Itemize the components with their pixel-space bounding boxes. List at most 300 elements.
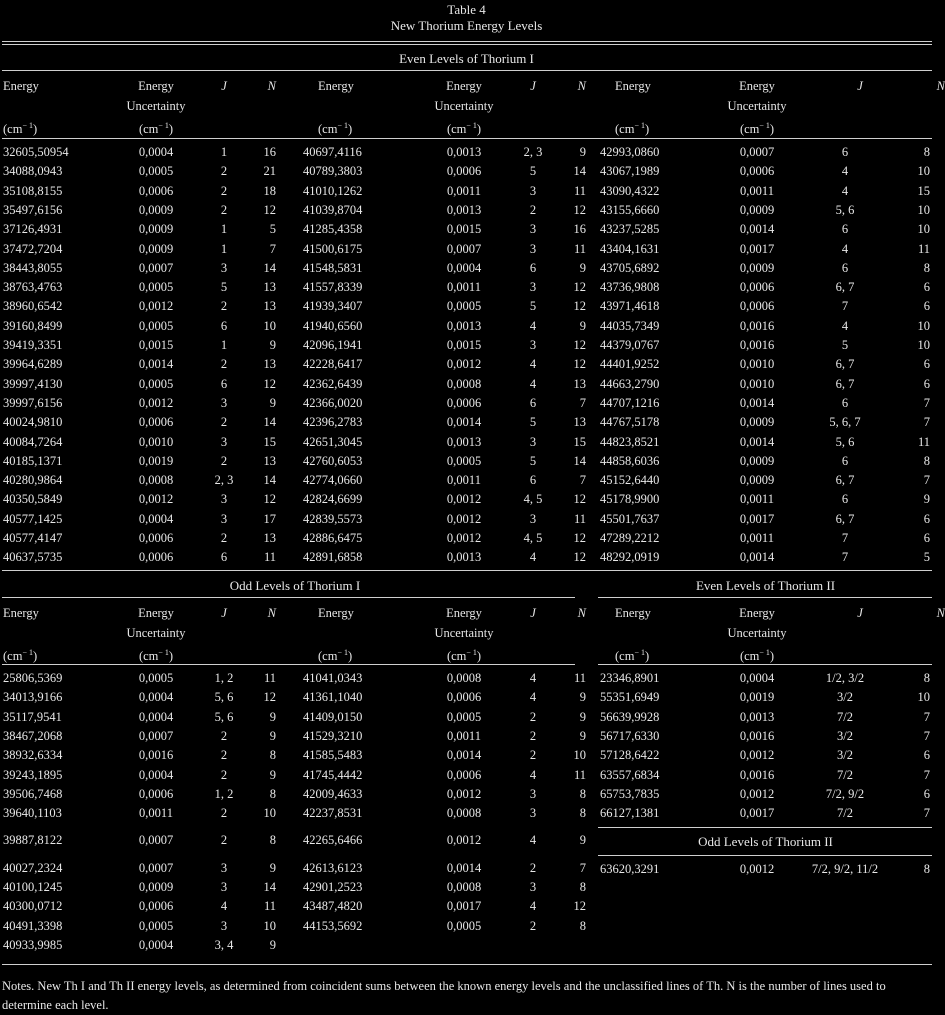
energy-value: 41500,6175 <box>303 241 363 256</box>
section-rule <box>2 70 932 71</box>
j-value: 1 <box>220 145 228 159</box>
header-j: J <box>530 606 536 620</box>
energy-value: 44379,0767 <box>600 338 660 352</box>
n-value: 10 <box>917 222 930 237</box>
j-value: 5 <box>841 338 849 352</box>
table-row <box>303 201 588 220</box>
table-row <box>600 317 932 336</box>
n-value: 14 <box>573 453 586 468</box>
j-value: 7/2 <box>837 767 853 782</box>
header-n: N <box>936 606 945 620</box>
n-value: 16 <box>263 145 276 159</box>
header-j: J <box>221 606 227 620</box>
uncertainty-value: 0,0005 <box>446 709 482 724</box>
section-rule <box>598 597 932 598</box>
header-j: J <box>530 79 536 93</box>
energy-value: 41529,3210 <box>303 728 363 743</box>
table-row <box>600 162 932 181</box>
uncertainty-value: 0,0013 <box>446 145 482 159</box>
table-row <box>600 766 932 785</box>
energy-value: 41548,5831 <box>303 260 363 275</box>
uncertainty-value: 0,0014 <box>739 222 775 237</box>
table-row <box>303 143 588 162</box>
table-row <box>303 490 588 509</box>
table-row <box>303 433 588 452</box>
header-n: N <box>577 79 586 93</box>
header-uncertainty-2: Uncertainty <box>126 99 186 113</box>
energy-value: 44401,9252 <box>600 357 660 372</box>
n-value: 11 <box>573 511 586 526</box>
header-uncertainty-2: Uncertainty <box>727 99 787 113</box>
table-row <box>600 182 932 201</box>
header-uncertainty-unit: $(cm^{- 1})$ <box>138 648 174 664</box>
header-energy: Energy <box>3 79 39 93</box>
uncertainty-value: 0,0009 <box>739 415 775 430</box>
uncertainty-value: 0,0005 <box>446 453 482 468</box>
section-title-odd-th1: Odd Levels of Thorium I <box>229 578 361 593</box>
n-value: 12 <box>263 376 276 391</box>
header-uncertainty: Energy <box>446 606 482 620</box>
energy-value: 35117,9541 <box>3 709 62 724</box>
uncertainty-value: 0,0016 <box>739 318 775 333</box>
n-value: 9 <box>269 395 276 410</box>
uncertainty-value: 0,0005 <box>138 671 174 685</box>
table-row <box>600 240 932 259</box>
header-energy: Energy <box>318 606 354 620</box>
n-value: 13 <box>573 415 586 430</box>
energy-value: 39997,6156 <box>3 395 63 410</box>
j-value: 2 <box>529 748 537 763</box>
table-row <box>3 917 278 936</box>
table-row <box>600 529 932 548</box>
j-value: 6 <box>841 145 849 159</box>
energy-value: 55351,6949 <box>600 690 660 705</box>
uncertainty-value: 0,0012 <box>446 492 482 507</box>
uncertainty-value: 0,0004 <box>138 690 174 705</box>
n-value: 12 <box>573 299 586 314</box>
table-row <box>303 259 588 278</box>
table-row <box>3 510 278 529</box>
j-value: 2 <box>220 415 228 430</box>
n-value: 10 <box>263 318 276 333</box>
table-row <box>303 240 588 259</box>
table-row <box>3 804 278 823</box>
n-value: 10 <box>917 338 930 352</box>
j-value: 7 <box>841 299 849 314</box>
top-rule <box>2 41 932 42</box>
table-row <box>303 355 588 374</box>
n-value: 7 <box>923 395 930 410</box>
energy-value: 40577,1425 <box>3 511 63 526</box>
section-rule <box>598 855 932 856</box>
j-value: 2 <box>220 728 228 743</box>
table-row <box>3 471 278 490</box>
j-value: 4 <box>529 833 537 848</box>
n-value: 15 <box>573 434 586 449</box>
table-row <box>600 297 932 316</box>
section-title-even-th2: Even Levels of Thorium II <box>695 578 836 593</box>
header-j: J <box>221 79 227 93</box>
n-value: 12 <box>573 899 586 914</box>
n-value: 6 <box>923 786 930 801</box>
j-value: 2 <box>220 183 228 198</box>
energy-value: 40280,9864 <box>3 473 63 488</box>
table-caption: New Thorium Energy Levels <box>390 18 543 33</box>
uncertainty-value: 0,0007 <box>739 145 775 159</box>
uncertainty-value: 0,0008 <box>446 880 482 894</box>
energy-value: 41361,1040 <box>303 690 363 705</box>
header-uncertainty-unit: $(cm^{- 1})$ <box>138 121 174 137</box>
energy-value: 32605,50954 <box>3 145 69 159</box>
uncertainty-value: 0,0014 <box>446 415 482 430</box>
energy-value: 42839,5573 <box>303 511 363 526</box>
uncertainty-value: 0,0011 <box>740 531 774 545</box>
uncertainty-value: 0,0006 <box>446 690 482 705</box>
j-value: 3 <box>529 806 537 821</box>
energy-value: 40100,1245 <box>3 880 63 894</box>
energy-value: 38932,6334 <box>3 748 63 763</box>
n-value: 8 <box>269 786 276 801</box>
header-energy-unit: $(cm^{- 1})$ <box>318 648 353 664</box>
uncertainty-value: 0,0014 <box>739 395 775 410</box>
table-row <box>3 259 278 278</box>
n-value: 7 <box>269 241 276 256</box>
table-row <box>3 897 278 916</box>
n-value: 7 <box>579 860 586 875</box>
j-value: 4 <box>529 899 537 914</box>
table-row <box>3 240 278 259</box>
uncertainty-value: 0,0006 <box>138 786 174 801</box>
header-uncertainty-2: Uncertainty <box>126 626 186 640</box>
uncertainty-value: 0,0010 <box>138 434 174 449</box>
n-value: 12 <box>573 338 586 352</box>
energy-value: 43487,4820 <box>303 899 363 914</box>
j-value: 5 <box>529 164 537 179</box>
uncertainty-value: 0,0011 <box>447 473 481 488</box>
uncertainty-value: 0,0006 <box>739 164 775 179</box>
table-row <box>3 708 278 727</box>
j-value: 3 <box>220 260 228 275</box>
table-row <box>303 471 588 490</box>
j-value: 3 <box>529 880 537 894</box>
n-value: 9 <box>579 318 586 333</box>
table-row <box>3 201 278 220</box>
table-row <box>303 375 588 394</box>
energy-value: 40024,9810 <box>3 415 63 430</box>
j-value: 3 <box>220 918 228 933</box>
j-value: 6 <box>841 453 849 468</box>
top-rule-2 <box>2 44 932 45</box>
j-value: 6 <box>841 222 849 237</box>
j-value: 2 <box>529 860 537 875</box>
uncertainty-value: 0,0009 <box>739 260 775 275</box>
header-uncertainty: Energy <box>446 79 482 93</box>
uncertainty-value: 0,0019 <box>138 453 174 468</box>
n-value: 8 <box>923 145 930 159</box>
n-value: 14 <box>263 415 276 430</box>
table-row <box>303 804 588 823</box>
j-value: 6, 7 <box>835 376 855 391</box>
energy-value: 40350,5849 <box>3 492 63 507</box>
n-value: 9 <box>269 937 276 952</box>
j-value: 4 <box>529 671 537 685</box>
table-row <box>303 708 588 727</box>
j-value: 2 <box>220 531 228 545</box>
table-row <box>600 669 932 688</box>
table-row <box>303 220 588 239</box>
energy-value: 66127,1381 <box>600 806 660 821</box>
j-value: 6 <box>841 395 849 410</box>
n-value: 17 <box>263 511 276 526</box>
n-value: 8 <box>579 806 586 821</box>
table-row <box>600 413 932 432</box>
uncertainty-value: 0,0009 <box>739 202 775 217</box>
j-value: 7/2 <box>837 806 853 821</box>
uncertainty-value: 0,0007 <box>138 260 174 275</box>
energy-value: 42824,6699 <box>303 492 363 507</box>
j-value: 3 <box>220 511 228 526</box>
table-row <box>303 317 588 336</box>
uncertainty-value: 0,0012 <box>446 786 482 801</box>
header-energy: Energy <box>318 79 354 93</box>
energy-value: 44823,8521 <box>600 434 660 449</box>
n-value: 8 <box>923 453 930 468</box>
j-value: 5 <box>529 453 537 468</box>
n-value: 11 <box>573 183 586 198</box>
n-value: 14 <box>263 260 276 275</box>
j-value: 6 <box>220 550 228 565</box>
uncertainty-value: 0,0005 <box>138 318 174 333</box>
energy-value: 43971,4618 <box>600 299 660 314</box>
energy-value: 42362,6439 <box>303 376 363 391</box>
n-value: 18 <box>263 183 276 198</box>
table-row <box>600 433 932 452</box>
header-uncertainty-unit: $(cm^{- 1})$ <box>739 121 775 137</box>
table-row <box>303 162 588 181</box>
table-row <box>303 746 588 765</box>
n-value: 9 <box>579 260 586 275</box>
energy-value: 40084,7264 <box>3 434 63 449</box>
j-value: 7 <box>841 531 849 545</box>
energy-value: 35497,6156 <box>3 202 63 217</box>
n-value: 14 <box>573 164 586 179</box>
n-value: 7 <box>923 415 930 430</box>
uncertainty-value: 0,0014 <box>739 434 775 449</box>
bottom-rule <box>2 964 932 965</box>
table-row <box>600 510 932 529</box>
table-row <box>600 452 932 471</box>
n-value: 15 <box>917 183 930 198</box>
energy-value: 25806,5369 <box>3 671 63 685</box>
uncertainty-value: 0,0007 <box>138 833 174 848</box>
j-value: 4 <box>841 183 849 198</box>
table-row <box>303 297 588 316</box>
j-value: 7/2, 9/2, 11/2 <box>811 862 879 876</box>
j-value: 4 <box>529 376 537 391</box>
section-title-even-th1: Even Levels of Thorium I <box>399 51 534 66</box>
n-value: 13 <box>263 299 276 314</box>
uncertainty-value: 0,0012 <box>138 299 174 314</box>
table-row <box>600 746 932 765</box>
table-row <box>600 548 932 567</box>
energy-value: 41557,8339 <box>303 280 363 295</box>
header-energy: Energy <box>3 606 39 620</box>
energy-value: 40789,3803 <box>303 164 363 179</box>
j-value: 4 <box>529 357 537 372</box>
n-value: 12 <box>573 357 586 372</box>
n-value: 11 <box>573 671 586 685</box>
header-energy-unit: $(cm^{- 1})$ <box>615 121 650 137</box>
table-row <box>600 143 932 162</box>
table-row <box>303 897 588 916</box>
n-value: 6 <box>923 531 930 545</box>
j-value: 2 <box>220 299 228 314</box>
header-n: N <box>577 606 586 620</box>
j-value: 7/2, 9/2 <box>825 786 865 801</box>
uncertainty-value: 0,0007 <box>138 728 174 743</box>
n-value: 6 <box>923 511 930 526</box>
table-row <box>303 278 588 297</box>
uncertainty-value: 0,0017 <box>739 806 775 821</box>
uncertainty-value: 0,0007 <box>446 241 482 256</box>
energy-value: 43404,1631 <box>600 241 660 256</box>
table-row <box>3 878 278 897</box>
j-value: 6, 7 <box>835 473 855 488</box>
table-row <box>600 201 932 220</box>
table-row <box>600 375 932 394</box>
j-value: 6 <box>220 376 228 391</box>
energy-value: 43067,1989 <box>600 164 660 179</box>
j-value: 2, 3 <box>523 145 543 159</box>
energy-value: 42096,1941 <box>303 338 363 352</box>
n-value: 9 <box>923 492 930 507</box>
n-value: 15 <box>263 434 276 449</box>
uncertainty-value: 0,0004 <box>138 937 174 952</box>
energy-value: 42891,6858 <box>303 550 363 565</box>
table-row <box>3 355 278 374</box>
header-uncertainty: Energy <box>138 606 174 620</box>
table-row <box>303 859 588 878</box>
j-value: 6 <box>841 492 849 507</box>
table-row <box>3 727 278 746</box>
uncertainty-value: 0,0014 <box>138 357 174 372</box>
header-energy-unit: $(cm^{- 1})$ <box>318 121 353 137</box>
j-value: 6, 7 <box>835 357 855 372</box>
energy-value: 34013,9166 <box>3 690 63 705</box>
n-value: 16 <box>573 222 586 237</box>
energy-value: 39964,6289 <box>3 357 63 372</box>
energy-value: 42366,0020 <box>303 395 363 410</box>
n-value: 8 <box>923 862 930 876</box>
uncertainty-value: 0,0005 <box>446 299 482 314</box>
table-row <box>303 669 588 688</box>
uncertainty-value: 0,0004 <box>739 671 775 685</box>
n-value: 13 <box>263 280 276 295</box>
table-row <box>3 278 278 297</box>
n-value: 11 <box>917 241 930 256</box>
j-value: 5, 6, 7 <box>829 415 861 430</box>
n-value: 21 <box>263 164 276 179</box>
uncertainty-value: 0,0011 <box>139 806 173 821</box>
j-value: 5, 6 <box>835 434 855 449</box>
uncertainty-value: 0,0010 <box>739 376 775 391</box>
n-value: 12 <box>573 550 586 565</box>
energy-value: 42774,0660 <box>303 473 363 488</box>
energy-value: 41039,8704 <box>303 202 363 217</box>
j-value: 2 <box>529 728 537 743</box>
energy-value: 56639,9928 <box>600 709 660 724</box>
n-value: 9 <box>269 728 276 743</box>
j-value: 3 <box>220 880 228 894</box>
j-value: 4 <box>841 318 849 333</box>
n-value: 7 <box>923 806 930 821</box>
n-value: 8 <box>269 833 276 848</box>
j-value: 2 <box>529 918 537 933</box>
energy-value: 42009,4633 <box>303 786 363 801</box>
j-value: 4 <box>220 899 228 914</box>
uncertainty-value: 0,0008 <box>138 473 174 488</box>
n-value: 10 <box>917 318 930 333</box>
table-notes: Notes. New Th I and Th II energy levels, as determined from coincident sums between the known energy levels and the unclassified lines of Th. N is the number of lines used to determine each level. <box>2 979 886 1012</box>
table-row <box>600 259 932 278</box>
j-value: 3, 4 <box>214 937 234 952</box>
energy-value: 42396,2783 <box>303 415 363 430</box>
section-title-odd-th2: Odd Levels of Thorium II <box>698 834 833 849</box>
j-value: 3 <box>220 395 228 410</box>
table-row <box>600 490 932 509</box>
uncertainty-value: 0,0006 <box>446 767 482 782</box>
uncertainty-value: 0,0013 <box>446 202 482 217</box>
j-value: 6 <box>529 395 537 410</box>
energy-value: 40697,4116 <box>303 145 362 159</box>
j-value: 2, 3 <box>214 473 234 488</box>
table-row <box>600 708 932 727</box>
uncertainty-value: 0,0009 <box>138 202 174 217</box>
n-value: 13 <box>263 531 276 545</box>
table-row <box>3 433 278 452</box>
energy-value: 42886,6475 <box>303 531 363 545</box>
table-row <box>3 746 278 765</box>
uncertainty-value: 0,0017 <box>739 241 775 256</box>
j-value: 4 <box>529 767 537 782</box>
header-uncertainty: Energy <box>138 79 174 93</box>
energy-value: 39640,1103 <box>3 806 62 821</box>
j-value: 5 <box>529 415 537 430</box>
uncertainty-value: 0,0013 <box>446 550 482 565</box>
header-uncertainty-2: Uncertainty <box>727 626 787 640</box>
j-value: 4 <box>529 318 537 333</box>
j-value: 4 <box>841 164 849 179</box>
table-row <box>3 859 278 878</box>
uncertainty-value: 0,0012 <box>739 786 775 801</box>
j-value: 2 <box>220 767 228 782</box>
table-row <box>3 669 278 688</box>
energy-value: 37126,4931 <box>3 222 63 237</box>
energy-value: 63620,3291 <box>600 862 660 876</box>
energy-value: 57128,6422 <box>600 748 660 763</box>
header-uncertainty: Energy <box>739 606 775 620</box>
j-value: 5, 6 <box>214 690 234 705</box>
energy-value: 56717,6330 <box>600 728 660 743</box>
uncertainty-value: 0,0012 <box>138 395 174 410</box>
header-n: N <box>267 606 276 620</box>
j-value: 3 <box>220 492 228 507</box>
uncertainty-value: 0,0011 <box>447 183 481 198</box>
uncertainty-value: 0,0012 <box>446 357 482 372</box>
table-row <box>303 336 588 355</box>
j-value: 4, 5 <box>523 492 543 507</box>
table-row <box>303 548 588 567</box>
